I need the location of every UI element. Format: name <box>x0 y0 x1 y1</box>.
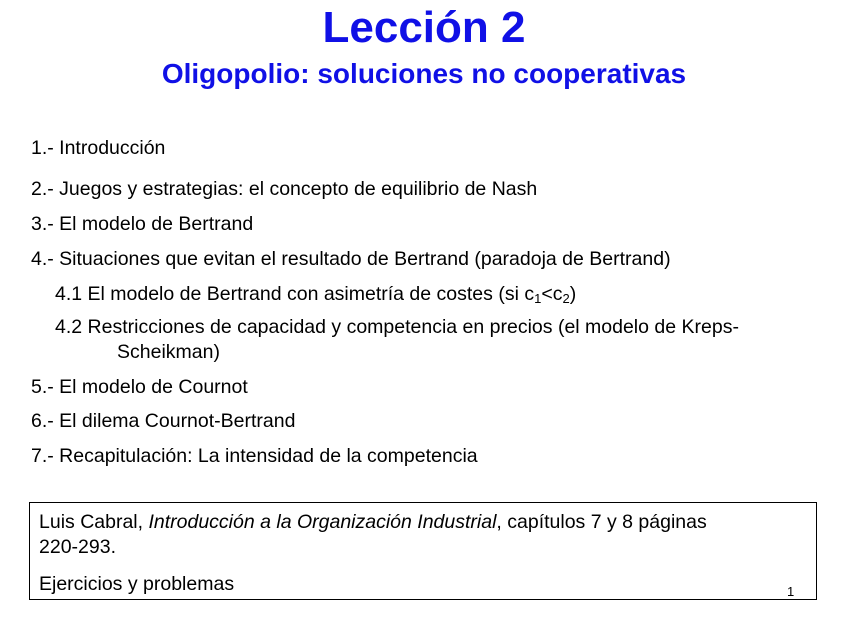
reference-book-title: Introducción a la Organización Industrial <box>148 511 497 533</box>
toc-item-4-2: 4.2 Restricciones de capacidad y competencia en precios (el modelo de Kreps- <box>55 316 739 338</box>
reference-box <box>29 502 817 600</box>
reference-citation <box>39 510 707 535</box>
toc-item-6: 6.- El dilema Cournot-Bertrand <box>31 410 296 432</box>
subscript-2: 2 <box>562 291 570 306</box>
toc-item-3: 3.- El modelo de Bertrand <box>31 213 254 235</box>
subscript-1: 1 <box>534 291 542 306</box>
toc-item-5: 5.- El modelo de Cournot <box>31 376 248 398</box>
closing-paren: ) <box>569 283 577 305</box>
toc-item-4: 4.- Situaciones que evitan el resultado de Bertrand (paradoja de Bertrand) <box>31 248 671 270</box>
toc-item-4-1-text: 4.1 El modelo de Bertrand con asimetría de costes (si c <box>55 283 535 305</box>
page-title: Lección 2 <box>322 3 526 52</box>
less-than-c: <c <box>541 283 563 305</box>
toc-item-4-2-continued: Scheikman) <box>117 341 220 363</box>
toc-item-1: 1.- Introducción <box>31 137 166 159</box>
page-number: 1 <box>787 584 795 599</box>
toc-item-7: 7.- Recapitulación: La intensidad de la competencia <box>31 445 478 467</box>
toc-item-2: 2.- Juegos y estrategias: el concepto de equilibrio de Nash <box>31 178 538 200</box>
reference-exercises: Ejercicios y problemas <box>39 573 235 595</box>
reference-author: Luis Cabral, <box>39 511 149 533</box>
reference-pages: , capítulos 7 y 8 páginas <box>496 511 707 533</box>
toc-item-4-1 <box>55 282 576 307</box>
reference-pages-continued: 220-293. <box>39 536 116 558</box>
page-subtitle: Oligopolio: soluciones no cooperativas <box>161 58 687 89</box>
